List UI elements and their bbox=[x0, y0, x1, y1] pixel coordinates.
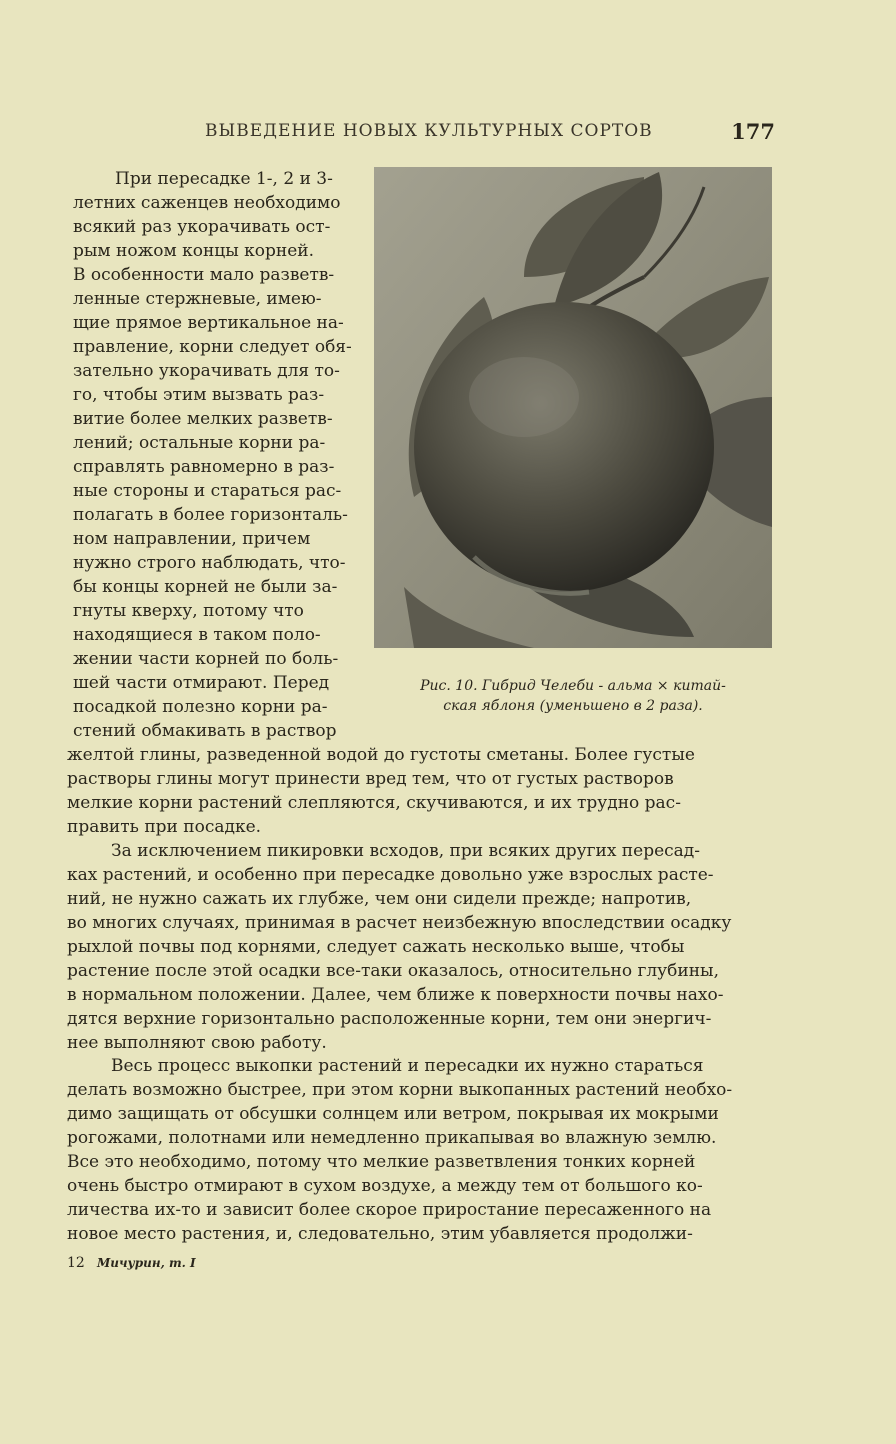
text-line: ленные стержневые, имею- bbox=[73, 289, 322, 309]
text-line: зательно укорачивать для то- bbox=[73, 361, 340, 381]
page-number: 177 bbox=[731, 119, 775, 144]
text-line: витие более мелких разветв- bbox=[73, 409, 333, 429]
running-title: ВЫВЕДЕНИЕ НОВЫХ КУЛЬТУРНЫХ СОРТОВ bbox=[205, 121, 653, 141]
paragraph-3 bbox=[67, 839, 772, 1055]
text-line: го, чтобы этим вызвать раз- bbox=[73, 385, 325, 405]
text-line: щие прямое вертикальное на- bbox=[73, 313, 344, 333]
text-line: рыхлой почвы под корнями, следует сажать несколько выше, чтобы bbox=[67, 937, 685, 957]
text-line: ках растений, и особенно при пересадке довольно уже взрослых расте- bbox=[67, 865, 714, 885]
text-line: лений; остальные корни ра- bbox=[73, 433, 326, 453]
apple-hybrid-photo bbox=[374, 167, 772, 648]
text-line: желтой глины, разведенной водой до густоты сметаны. Более густые bbox=[67, 745, 695, 765]
text-line: ний, не нужно сажать их глубже, чем они сидели прежде; напротив, bbox=[67, 889, 692, 909]
text-line: ные стороны и стараться рас- bbox=[73, 481, 342, 501]
caption-line: Рис. 10. Гибрид Челеби - альма × китай- bbox=[420, 678, 726, 694]
text-line: рогожами, полотнами или немедленно прикапывая во влажную землю. bbox=[67, 1128, 717, 1148]
text-line: новое место растения, и, следовательно, этим убавляется продолжи- bbox=[67, 1224, 693, 1244]
page-footer bbox=[67, 1255, 196, 1271]
signature-number: 12 bbox=[67, 1255, 85, 1271]
text-line: ном направлении, причем bbox=[73, 529, 311, 549]
text-line: править при посадке. bbox=[67, 817, 262, 837]
text-line: нужно строго наблюдать, что- bbox=[73, 553, 346, 573]
text-line: жении части корней по боль- bbox=[73, 649, 339, 669]
text-line: правление, корни следует обя- bbox=[73, 337, 352, 357]
paragraph-1 bbox=[73, 167, 359, 743]
text-line: рым ножом концы корней. bbox=[73, 241, 315, 261]
apple-illustration bbox=[374, 167, 772, 648]
text-line: всякий раз укорачивать ост- bbox=[73, 217, 331, 237]
text-line: При пересадке 1-, 2 и 3- bbox=[115, 169, 333, 189]
text-line: дятся верхние горизонтально расположенные корни, тем они энергич- bbox=[67, 1009, 712, 1029]
signature-title: Мичурин, т. I bbox=[96, 1256, 196, 1270]
text-line: стений обмакивать в раствор bbox=[73, 721, 337, 741]
text-line: шей части отмирают. Перед bbox=[73, 673, 330, 693]
text-line: очень быстро отмирают в сухом воздухе, а между тем от большого ко- bbox=[67, 1176, 703, 1196]
text-line: личества их-то и зависит более скорое приростание пересаженного на bbox=[67, 1200, 712, 1220]
text-line: находящиеся в таком поло- bbox=[73, 625, 321, 645]
text-line: растение после этой осадки все-таки оказалось, относительно глубины, bbox=[67, 961, 719, 981]
text-line: во многих случаях, принимая в расчет неизбежную впоследствии осадку bbox=[67, 913, 732, 933]
text-line: нее выполняют свою работу. bbox=[67, 1033, 327, 1053]
text-line: гнуты кверху, потому что bbox=[73, 601, 304, 621]
text-line: летних саженцев необходимо bbox=[73, 193, 341, 213]
text-line: полагать в более горизонталь- bbox=[73, 505, 348, 525]
text-line: растворы глины могут принести вред тем, что от густых растворов bbox=[67, 769, 674, 789]
text-line: бы концы корней не были за- bbox=[73, 577, 338, 597]
text-line: в нормальном положении. Далее, чем ближе к поверхности почвы нахо- bbox=[67, 985, 724, 1005]
caption-line: ская яблоня (уменьшено в 2 раза). bbox=[443, 698, 703, 714]
text-line: справлять равномерно в раз- bbox=[73, 457, 335, 477]
text-line: В особенности мало разветв- bbox=[73, 265, 335, 285]
page-header bbox=[205, 119, 775, 145]
paragraph-2 bbox=[67, 743, 772, 839]
text-line: димо защищать от обсушки солнцем или ветром, покрывая их мокрыми bbox=[67, 1104, 719, 1124]
paragraph-4 bbox=[67, 1054, 772, 1246]
text-line: Весь процесс выкопки растений и пересадки их нужно стараться bbox=[111, 1056, 704, 1076]
text-line: мелкие корни растений слепляются, скучиваются, и их трудно рас- bbox=[67, 793, 681, 813]
text-line: Все это необходимо, потому что мелкие разветвления тонких корней bbox=[67, 1152, 696, 1172]
text-line: делать возможно быстрее, при этом корни выкопанных растений необхо- bbox=[67, 1080, 733, 1100]
figure-caption bbox=[374, 676, 772, 716]
text-line: посадкой полезно корни ра- bbox=[73, 697, 328, 717]
text-line: За исключением пикировки всходов, при всяких других пересад- bbox=[111, 841, 701, 861]
